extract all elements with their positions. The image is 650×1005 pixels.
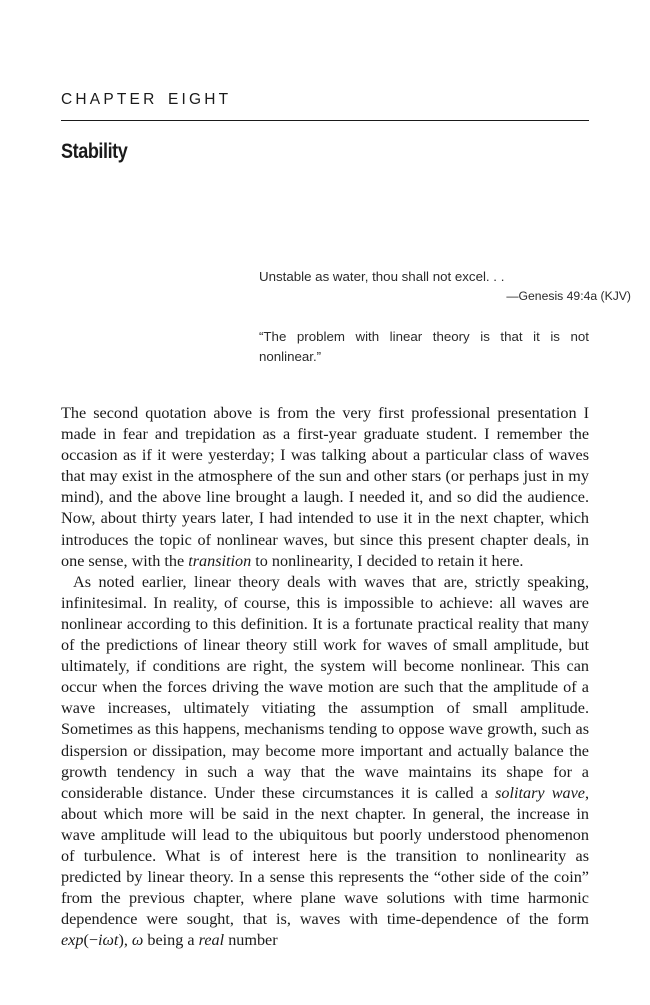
chapter-label: CHAPTER EIGHT (61, 91, 232, 108)
epigraph-quote-2: “The problem with linear theory is that it is not nonlinear.” (259, 329, 589, 364)
p2-text-c: (− (83, 931, 98, 950)
p2-emphasis-1: solitary wave (495, 783, 585, 802)
p2-emphasis-2: exp (61, 931, 84, 950)
p2-text-e: being a (143, 931, 199, 950)
chapter-rule (61, 120, 589, 121)
p2-text-d: ), (118, 931, 132, 950)
p2-text-f: number (224, 931, 278, 950)
paragraph-1 (61, 403, 589, 572)
p2-text-b: , about which more will be said in the next chapter. In general, the increase in wave amplitude will lead to the ubiquitous but poorly understood phenomenon of turbulence. What is of interest here is the transition to nonlinearity as predicted by linear theory. In a sense this represents the “other side of the coin” from the previous chapter, where plane wave solutions with time harmonic dependence were sought, that is, waves with time-dependence of the form (61, 783, 589, 929)
body-text (61, 403, 589, 951)
p2-emphasis-4: ω (131, 931, 144, 950)
p2-emphasis-3: iωt (98, 931, 119, 950)
p1-emphasis: transition (188, 551, 252, 570)
epigraph-quote-1: Unstable as water, thou shall not excel. . . (259, 269, 505, 284)
epigraph-attribution-1: —Genesis 49:4a (KJV) (506, 289, 631, 303)
chapter-title: Stability (61, 140, 128, 163)
p1-text-b: to nonlinearity, I decided to retain it here. (251, 551, 524, 570)
paragraph-2 (61, 572, 589, 952)
p2-text-a: As noted earlier, linear theory deals with waves that are, strictly speaking, infinitesimal. In reality, of course, this is impossible to achieve: all waves are nonlinear according to this definition. It is a fortunate practical reality that many of the predictions of linear theory still work for waves of small amplitude, but ultimately, if conditions are right, the system will become nonlinear. This can occur when the forces driving the wave motion are such that the amplitude of a wave increases, ultimately vitiating the assumption of small amplitude. Sometimes as this happens, mechanisms tending to oppose wave growth, such as dispersion or dissipation, may become more important and actually balance the growth tendency in such a way that the wave maintains its shape for a considerable distance. Under these circumstances it is called a (61, 572, 589, 802)
p1-text-a: The second quotation above is from the very first professional presentation I made in fear and trepidation as a first-year graduate student. I remember the occasion as if it were yesterday; I was talking about a particular class of waves that may exist in the atmosphere of the sun and other stars (or perhaps just in my mind), and the above line brought a laugh. I needed it, and so did the audience. Now, about thirty years later, I had intended to use it in the next chapter, which introduces the topic of nonlinear waves, but since this present chapter deals, in one sense, with the (61, 404, 589, 570)
p2-emphasis-5: real (198, 931, 225, 950)
